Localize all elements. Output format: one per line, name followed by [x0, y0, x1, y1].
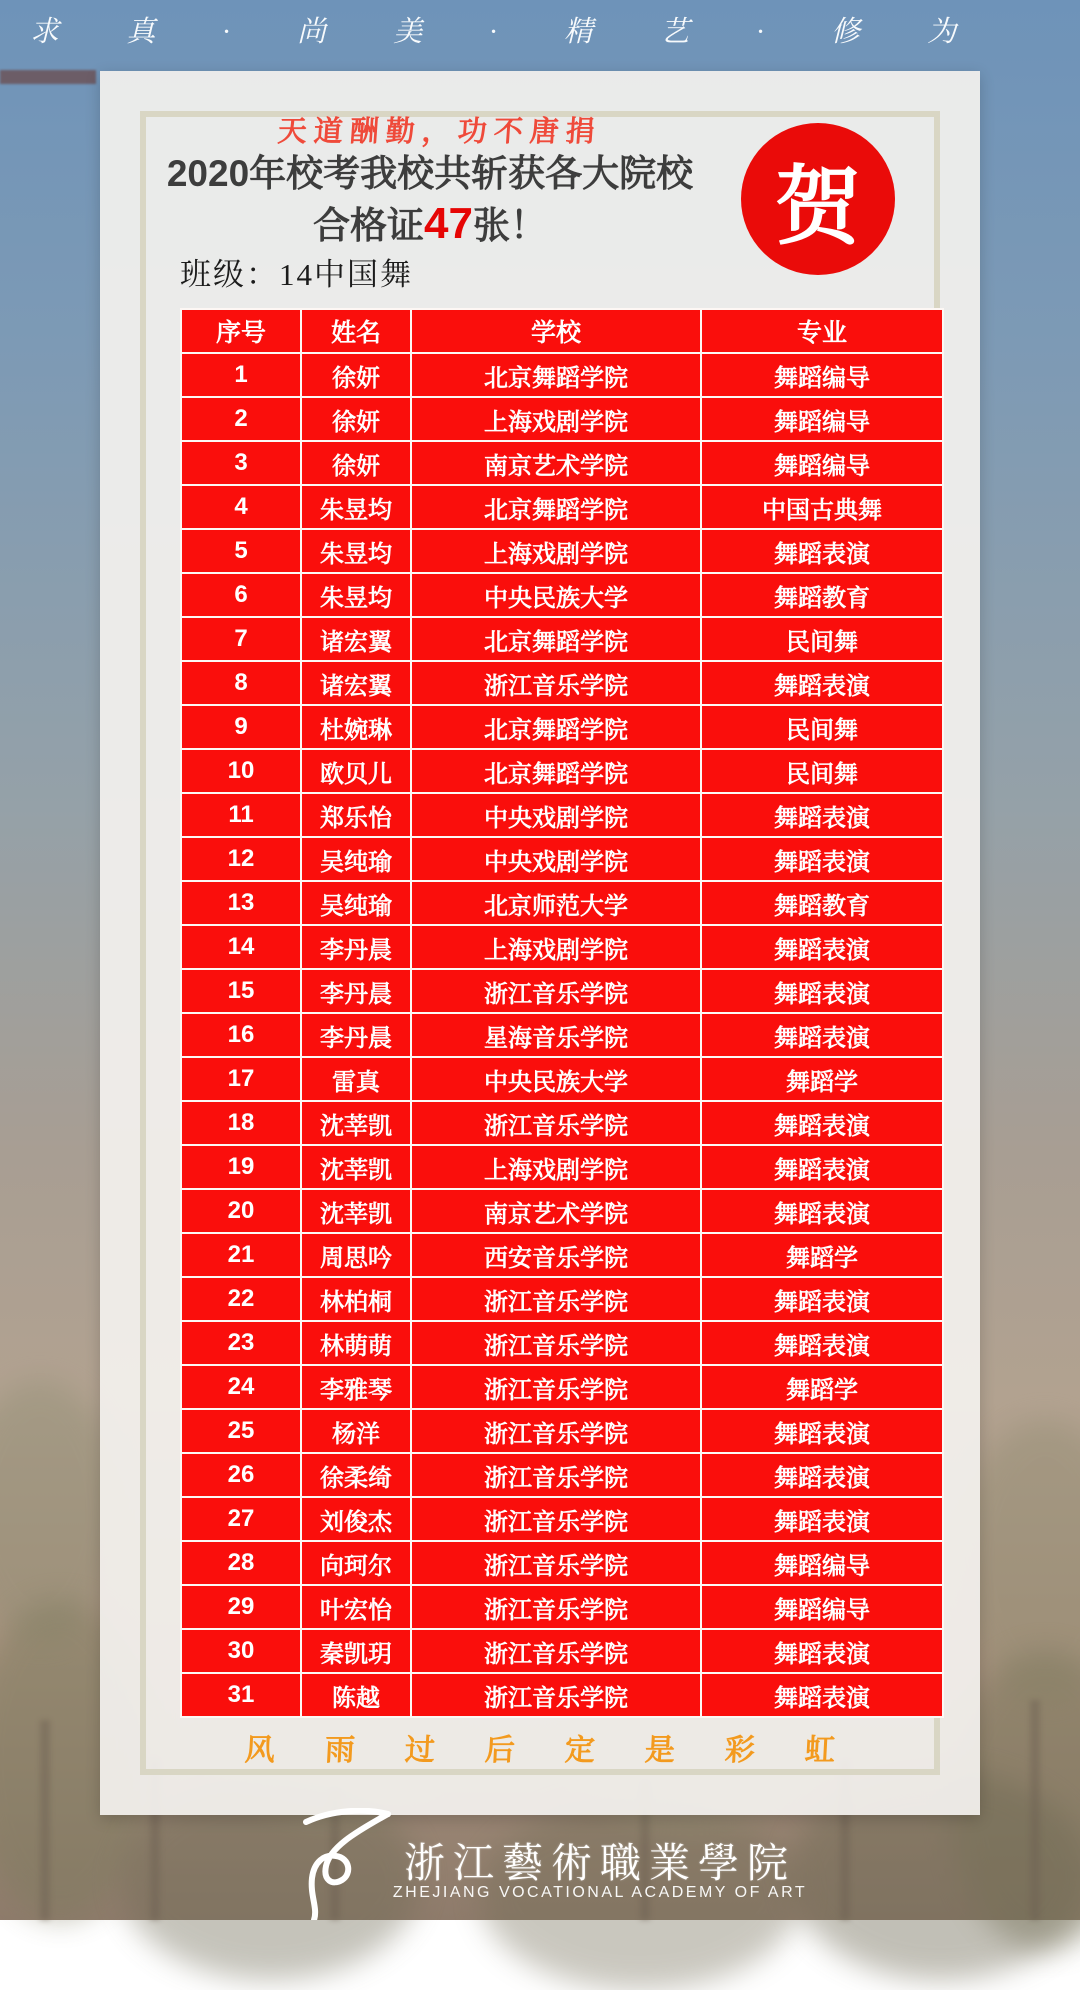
- cell-major: 舞蹈表演: [701, 1673, 943, 1717]
- table-row: [181, 441, 943, 485]
- cell-seq: 3: [181, 441, 301, 485]
- cell-name: 朱昱均: [301, 485, 411, 529]
- cell-name: 朱昱均: [301, 529, 411, 573]
- cell-school: 南京艺术学院: [411, 1189, 701, 1233]
- table-row: [181, 749, 943, 793]
- cell-seq: 6: [181, 573, 301, 617]
- cell-seq: 26: [181, 1453, 301, 1497]
- announcement-title: [130, 149, 730, 251]
- cell-major: 舞蹈表演: [701, 837, 943, 881]
- cell-name: 沈莘凯: [301, 1189, 411, 1233]
- cell-major: 舞蹈学: [701, 1365, 943, 1409]
- cell-seq: 23: [181, 1321, 301, 1365]
- school-name-cn: 浙江藝術職業學院: [404, 1839, 796, 1887]
- cell-seq: 20: [181, 1189, 301, 1233]
- cell-school: 上海戏剧学院: [411, 925, 701, 969]
- cell-name: 吴纯瑜: [301, 881, 411, 925]
- cell-name: 雷真: [301, 1057, 411, 1101]
- cell-major: 舞蹈表演: [701, 1497, 943, 1541]
- cell-seq: 4: [181, 485, 301, 529]
- table-row: [181, 661, 943, 705]
- table-row: [181, 1277, 943, 1321]
- cell-school: 浙江音乐学院: [411, 1629, 701, 1673]
- cell-name: 向珂尔: [301, 1541, 411, 1585]
- cell-school: 上海戏剧学院: [411, 397, 701, 441]
- cell-seq: 15: [181, 969, 301, 1013]
- cell-name: 徐妍: [301, 397, 411, 441]
- cell-school: 浙江音乐学院: [411, 661, 701, 705]
- cell-name: 欧贝儿: [301, 749, 411, 793]
- cell-seq: 27: [181, 1497, 301, 1541]
- cell-major: 民间舞: [701, 617, 943, 661]
- cell-seq: 10: [181, 749, 301, 793]
- cell-seq: 17: [181, 1057, 301, 1101]
- cell-school: 浙江音乐学院: [411, 1365, 701, 1409]
- table-row: [181, 1321, 943, 1365]
- cell-seq: 13: [181, 881, 301, 925]
- table-row: [181, 881, 943, 925]
- cell-name: 刘俊杰: [301, 1497, 411, 1541]
- cell-major: 舞蹈学: [701, 1057, 943, 1101]
- cell-school: 北京舞蹈学院: [411, 705, 701, 749]
- cell-name: 李雅琴: [301, 1365, 411, 1409]
- cell-name: 叶宏怡: [301, 1585, 411, 1629]
- table-row: [181, 969, 943, 1013]
- cell-school: 浙江音乐学院: [411, 1277, 701, 1321]
- cell-seq: 28: [181, 1541, 301, 1585]
- certificate-count: 47: [424, 199, 473, 248]
- cell-seq: 30: [181, 1629, 301, 1673]
- cell-major: 舞蹈编导: [701, 353, 943, 397]
- cell-name: 杨洋: [301, 1409, 411, 1453]
- cell-seq: 2: [181, 397, 301, 441]
- cell-name: 林柏桐: [301, 1277, 411, 1321]
- announcement-card: [100, 71, 980, 1815]
- cell-school: 浙江音乐学院: [411, 1497, 701, 1541]
- cell-name: 杜婉琳: [301, 705, 411, 749]
- cell-major: 舞蹈表演: [701, 1409, 943, 1453]
- results-table: [180, 308, 944, 1718]
- footer-slogan: 风雨过后定是彩虹: [243, 1733, 886, 1768]
- cell-major: 舞蹈表演: [701, 661, 943, 705]
- cell-major: 舞蹈表演: [701, 1101, 943, 1145]
- cell-name: 朱昱均: [301, 573, 411, 617]
- cell-name: 李丹晨: [301, 925, 411, 969]
- cell-school: 中央戏剧学院: [411, 793, 701, 837]
- title-line2: [130, 199, 730, 251]
- cell-major: 民间舞: [701, 705, 943, 749]
- table-row: [181, 1101, 943, 1145]
- cell-name: 李丹晨: [301, 969, 411, 1013]
- cell-seq: 25: [181, 1409, 301, 1453]
- cell-school: 北京师范大学: [411, 881, 701, 925]
- cell-school: 浙江音乐学院: [411, 1585, 701, 1629]
- table-row: [181, 1057, 943, 1101]
- cell-name: 陈越: [301, 1673, 411, 1717]
- cell-school: 中央戏剧学院: [411, 837, 701, 881]
- cell-major: 舞蹈表演: [701, 529, 943, 573]
- cell-seq: 12: [181, 837, 301, 881]
- cell-major: 民间舞: [701, 749, 943, 793]
- cell-name: 徐柔绮: [301, 1453, 411, 1497]
- table-row: [181, 1453, 943, 1497]
- cell-major: 舞蹈教育: [701, 881, 943, 925]
- cell-seq: 31: [181, 1673, 301, 1717]
- table-header-row: [181, 309, 943, 353]
- cell-school: 浙江音乐学院: [411, 1453, 701, 1497]
- cell-major: 舞蹈编导: [701, 1541, 943, 1585]
- cell-major: 舞蹈表演: [701, 1013, 943, 1057]
- cell-school: 北京舞蹈学院: [411, 353, 701, 397]
- dancer-icon: [292, 1808, 402, 1920]
- table-row: [181, 1585, 943, 1629]
- table-row: [181, 705, 943, 749]
- table-row: [181, 397, 943, 441]
- cell-name: 诸宏翼: [301, 661, 411, 705]
- cell-school: 西安音乐学院: [411, 1233, 701, 1277]
- calligraphy-quote: 天道酬勤，功不唐捐: [276, 114, 604, 148]
- cell-major: 舞蹈表演: [701, 969, 943, 1013]
- cell-major: 舞蹈表演: [701, 1277, 943, 1321]
- cell-seq: 14: [181, 925, 301, 969]
- cell-name: 吴纯瑜: [301, 837, 411, 881]
- cell-name: 李丹晨: [301, 1013, 411, 1057]
- badge-character: 贺: [775, 159, 861, 255]
- table-row: [181, 353, 943, 397]
- motto-banner: 求 真 · 尚 美 · 精 艺 · 修 为: [30, 16, 987, 48]
- cell-seq: 11: [181, 793, 301, 837]
- table-row: [181, 617, 943, 661]
- rooftop-strip: [0, 70, 96, 84]
- cell-major: 舞蹈学: [701, 1233, 943, 1277]
- congratulations-badge: [741, 123, 895, 275]
- cell-name: 徐妍: [301, 441, 411, 485]
- cell-seq: 16: [181, 1013, 301, 1057]
- cell-name: 沈莘凯: [301, 1101, 411, 1145]
- cell-major: 舞蹈表演: [701, 1189, 943, 1233]
- header-major: 专业: [701, 309, 943, 353]
- cell-seq: 18: [181, 1101, 301, 1145]
- cell-name: 郑乐怡: [301, 793, 411, 837]
- cell-major: 舞蹈表演: [701, 1321, 943, 1365]
- cell-school: 中央民族大学: [411, 1057, 701, 1101]
- header-school: 学校: [411, 309, 701, 353]
- cell-school: 北京舞蹈学院: [411, 485, 701, 529]
- cell-school: 中央民族大学: [411, 573, 701, 617]
- cell-major: 舞蹈表演: [701, 1453, 943, 1497]
- cell-major: 舞蹈表演: [701, 793, 943, 837]
- cell-seq: 22: [181, 1277, 301, 1321]
- title-line2-suffix: 张！: [472, 205, 547, 246]
- cell-major: 舞蹈编导: [701, 441, 943, 485]
- cell-seq: 24: [181, 1365, 301, 1409]
- class-label: 班级：14中国舞: [180, 257, 413, 292]
- table-row: [181, 837, 943, 881]
- cell-major: 舞蹈教育: [701, 573, 943, 617]
- table-row: [181, 925, 943, 969]
- cell-school: 上海戏剧学院: [411, 529, 701, 573]
- header-seq: 序号: [181, 309, 301, 353]
- cell-school: 浙江音乐学院: [411, 1321, 701, 1365]
- school-logo: [0, 1808, 1080, 1920]
- table-row: [181, 1497, 943, 1541]
- cell-seq: 7: [181, 617, 301, 661]
- cell-name: 周思吟: [301, 1233, 411, 1277]
- cell-name: 秦凯玥: [301, 1629, 411, 1673]
- table-row: [181, 529, 943, 573]
- cell-major: 舞蹈表演: [701, 1629, 943, 1673]
- table-row: [181, 1541, 943, 1585]
- cell-seq: 9: [181, 705, 301, 749]
- cell-school: 浙江音乐学院: [411, 1673, 701, 1717]
- cell-major: 舞蹈编导: [701, 1585, 943, 1629]
- table-row: [181, 1629, 943, 1673]
- cell-major: 舞蹈表演: [701, 1145, 943, 1189]
- cell-name: 徐妍: [301, 353, 411, 397]
- table-row: [181, 485, 943, 529]
- table-row: [181, 1365, 943, 1409]
- cell-school: 星海音乐学院: [411, 1013, 701, 1057]
- cell-name: 林萌萌: [301, 1321, 411, 1365]
- table-row: [181, 1013, 943, 1057]
- school-name-en: ZHEJIANG VOCATIONAL ACADEMY OF ART: [392, 1884, 808, 1901]
- table-row: [181, 1145, 943, 1189]
- table-row: [181, 1189, 943, 1233]
- cell-school: 浙江音乐学院: [411, 969, 701, 1013]
- cell-school: 浙江音乐学院: [411, 1409, 701, 1453]
- table-row: [181, 1409, 943, 1453]
- cell-seq: 29: [181, 1585, 301, 1629]
- cell-seq: 19: [181, 1145, 301, 1189]
- cell-major: 舞蹈表演: [701, 925, 943, 969]
- table-row: [181, 573, 943, 617]
- table-row: [181, 1233, 943, 1277]
- table-row: [181, 1673, 943, 1717]
- header-name: 姓名: [301, 309, 411, 353]
- cell-seq: 8: [181, 661, 301, 705]
- cell-school: 北京舞蹈学院: [411, 749, 701, 793]
- cell-name: 诸宏翼: [301, 617, 411, 661]
- cell-school: 上海戏剧学院: [411, 1145, 701, 1189]
- title-line1: 2020年校考我校共斩获各大院校: [166, 153, 694, 194]
- title-line2-prefix: 合格证: [313, 205, 425, 246]
- cell-school: 浙江音乐学院: [411, 1101, 701, 1145]
- cell-school: 北京舞蹈学院: [411, 617, 701, 661]
- cell-major: 舞蹈编导: [701, 397, 943, 441]
- cell-seq: 5: [181, 529, 301, 573]
- cell-seq: 21: [181, 1233, 301, 1277]
- cell-name: 沈莘凯: [301, 1145, 411, 1189]
- table-row: [181, 793, 943, 837]
- cell-major: 中国古典舞: [701, 485, 943, 529]
- cell-school: 浙江音乐学院: [411, 1541, 701, 1585]
- cell-school: 南京艺术学院: [411, 441, 701, 485]
- cell-seq: 1: [181, 353, 301, 397]
